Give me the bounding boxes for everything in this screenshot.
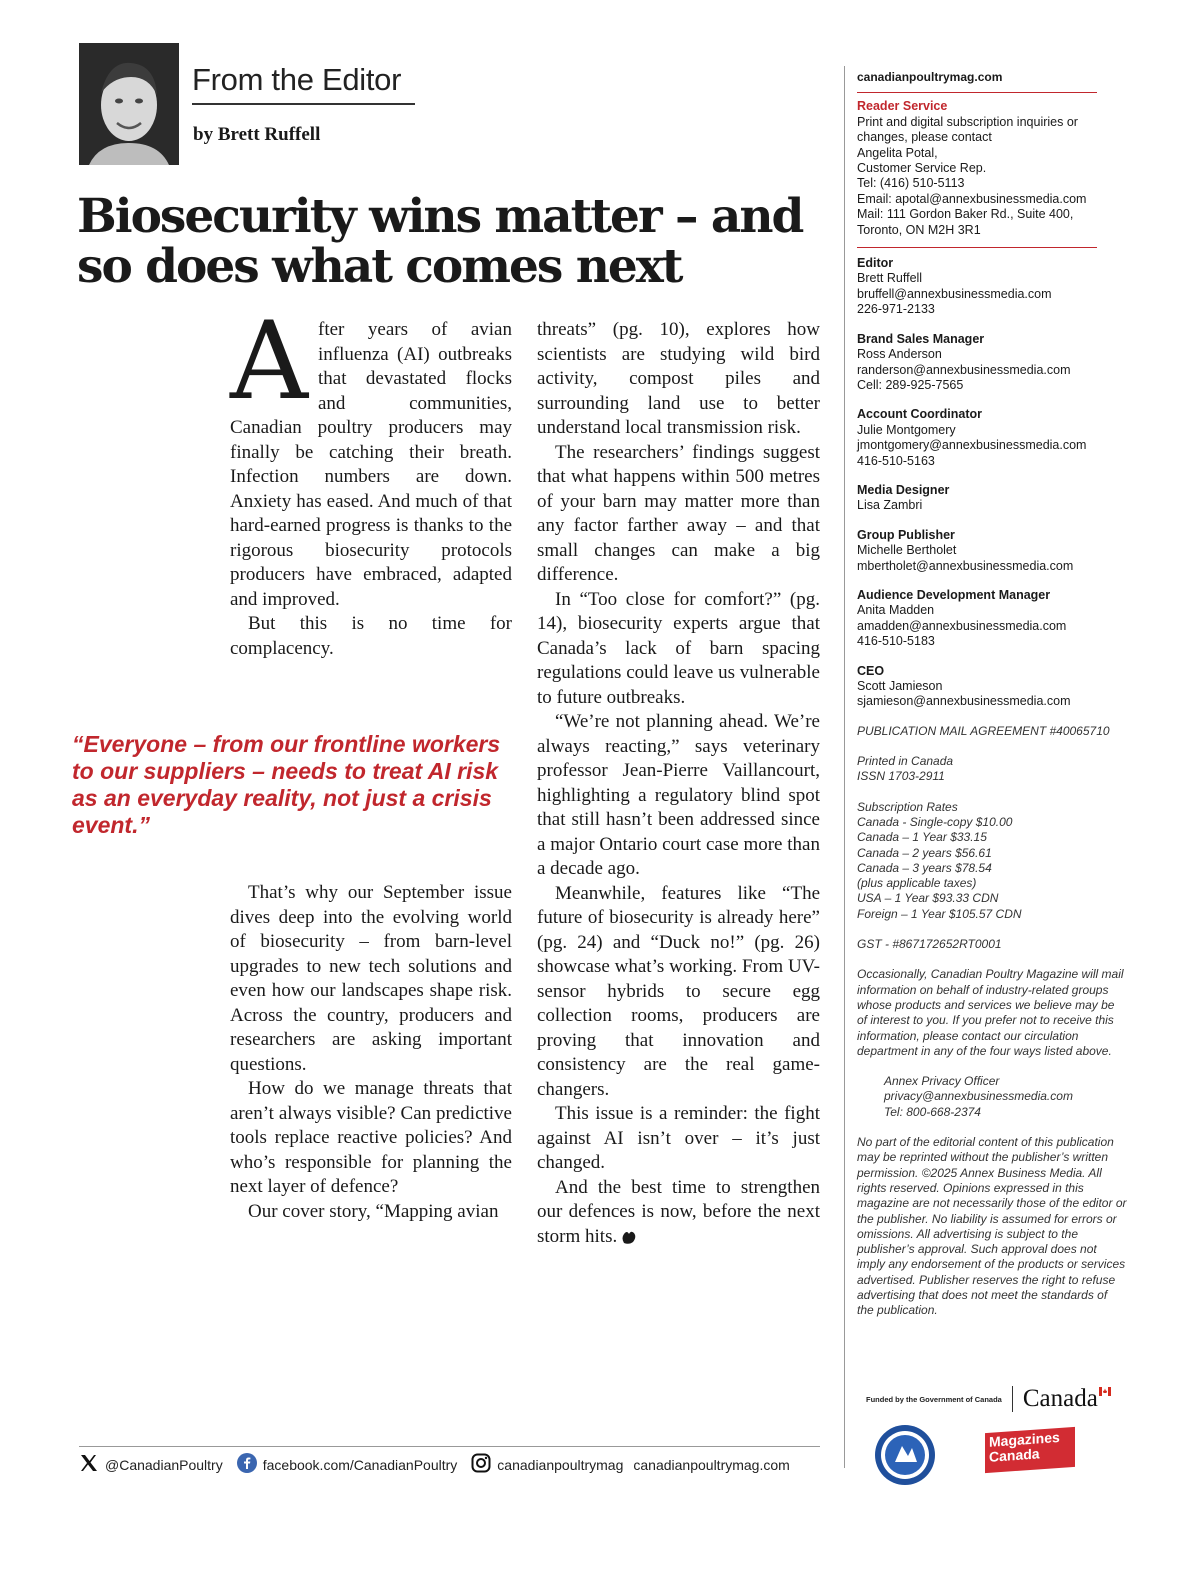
end-mark-icon <box>621 1230 637 1244</box>
article-paragraph: After years of avian influenza (AI) outbreaks that devastated flocks and communities, Canadian poultry producers may finally be catching their breath. Infection numbers are down. Anxiety has eased. And much of that hard-earned progress is thanks to the rigorous biosecurity protocols producers have embraced, adapted and improved. <box>230 299 512 610</box>
reader-service-line: Angelita Potal, <box>857 145 938 160</box>
article-paragraph: Meanwhile, features like “The future of biosecurity is already here” (pg. 24) and “Duck no!” (pg. 26) showcase what’s working. From UV-sensor hybrids to secure egg collection rooms, producers are proving that innovation and consistency are the real game-changers. <box>537 882 820 1100</box>
funded-by-canada <box>866 1384 1116 1414</box>
section-rule <box>192 103 415 105</box>
article-column-1 <box>230 299 512 661</box>
audited-media-badge-icon <box>862 1422 948 1488</box>
subscription-rates: Subscription Rates Canada - Single-copy $10.00 Canada – 1 Year $33.15 Canada – 2 years $56.61 Canada – 3 years $78.54 (plus applicable taxes) USA – 1 Year $93.33 CDN Foreign – 1 Year $105.57 CDN <box>857 799 1022 921</box>
gst-number: GST - #867172652RT0001 <box>857 937 1002 952</box>
reader-service-line: Print and digital subscription inquiries or <box>857 114 1078 129</box>
staff-brand-sales: Brand Sales Manager Ross Anderson randerson@annexbusinessmedia.com Cell: 289-925-7565 <box>857 331 1071 392</box>
masthead-rule <box>857 92 1097 93</box>
section-title: From the Editor <box>192 62 402 97</box>
masthead-rule <box>857 247 1097 248</box>
staff-media-designer: Media Designer Lisa Zambri <box>857 482 950 513</box>
headline <box>77 189 817 294</box>
funded-divider <box>1012 1386 1013 1412</box>
reader-service-line: Email: apotal@annexbusinessmedia.com <box>857 191 1087 206</box>
staff-ceo: CEO Scott Jamieson sjamieson@annexbusinessmedia.com <box>857 663 1071 709</box>
article-paragraph: That’s why our September issue dives deep into the evolving world of biosecurity – from barn-level upgrades to new tech solutions and even how our landscapes shape risk. Across the country, producers and researchers are asking important questions. <box>230 882 512 1075</box>
x-handle-link[interactable]: @CanadianPoultry <box>105 1456 223 1473</box>
article-paragraph: This issue is a reminder: the fight against AI isn’t over – it’s just changed. <box>537 1103 820 1173</box>
headline-line-1: Biosecurity wins matter – and <box>77 189 803 244</box>
canada-flag-icon <box>1099 1387 1111 1396</box>
reader-service-line: Tel: (416) 510-5113 <box>857 176 965 191</box>
reader-service-line: Toronto, ON M2H 3R1 <box>857 222 981 237</box>
publication-agreement: PUBLICATION MAIL AGREEMENT #40065710 <box>857 723 1110 738</box>
article-column-2 <box>537 318 820 1249</box>
masthead-site: canadianpoultrymag.com <box>857 70 1003 84</box>
article-paragraph: threats” (pg. 10), explores how scientists are studying wild bird activity, compost piles and surrounding land use to better understand local transmission risk. <box>537 319 820 438</box>
article-paragraph: The researchers’ findings suggest that what happens within 500 metres of your barn may matter more than any factor farther away – and that small changes can make a big difference. <box>537 441 820 585</box>
footer-social <box>79 1453 790 1476</box>
facebook-link[interactable]: facebook.com/CanadianPoultry <box>262 1456 458 1473</box>
instagram-icon[interactable] <box>471 1453 491 1476</box>
editor-photo <box>79 43 179 165</box>
printed-info: Printed in Canada ISSN 1703-2911 <box>857 754 954 784</box>
funded-text: Funded by the Government of Canada <box>866 1394 1002 1404</box>
mailing-notice: Occasionally, Canadian Poultry Magazine will mail information on behalf of industry-related groups whose products and services we believe may be of interest to you. If you prefer not to receive this information, please contact our circulation department in any of the four ways listed above. <box>857 967 1124 1058</box>
reader-service-line: Mail: 111 Gordon Baker Rd., Suite 400, <box>857 207 1074 222</box>
article-paragraph: But this is no time for complacency. <box>230 613 512 659</box>
article-column-1b <box>230 881 512 1224</box>
legal-notice: No part of the editorial content of this publication may be reprinted without the publisher’s written permission. ©2025 Annex Business Media. All rights reserved. Opinions expressed in this magazine are not necessarily those of the editor or the publisher. No liability is assumed for errors or omissions. All advertising is subject to the publisher’s approval. Such approval does not imply any endorsement of the products or services advertised. Publisher reserves the right to refuse advertising that does not meet the standards of the publication. <box>857 1135 1127 1318</box>
byline: by Brett Ruffell <box>193 124 321 145</box>
website-link[interactable]: canadianpoultrymag.com <box>633 1456 790 1473</box>
article-paragraph: In “Too close for comfort?” (pg. 14), biosecurity experts argue that Canada’s lack of barn spacing regulations could leave us vulnerable to future outbreaks. <box>537 588 820 708</box>
footer-rule <box>79 1446 820 1447</box>
staff-account-coordinator: Account Coordinator Julie Montgomery jmontgomery@annexbusinessmedia.com 416-510-5163 <box>857 407 1087 468</box>
article-paragraph: How do we manage threats that aren’t always visible? Can predictive tools replace reactive policies? And who’s responsible for planning the next layer of defence? <box>230 1078 512 1197</box>
article-paragraph: “We’re not planning ahead. We’re always reacting,” says veterinary professor Jean-Pierre Vaillancourt, highlighting a regulatory blind spot that still hasn’t been addressed since a major Ontario court case more than a decade ago. <box>537 711 820 879</box>
article-paragraph: And the best time to strengthen our defences is now, before the next storm hits. <box>537 1176 820 1247</box>
headline-line-2: so does what comes next <box>77 239 682 294</box>
magazines-canada-logo: Magazines Canada <box>985 1427 1075 1473</box>
staff-group-publisher: Group Publisher Michelle Bertholet mbertholet@annexbusinessmedia.com <box>857 527 1074 573</box>
facebook-icon[interactable] <box>237 1453 257 1476</box>
staff-audience-development: Audience Development Manager Anita Madden amadden@annexbusinessmedia.com 416-510-5183 <box>857 587 1067 649</box>
instagram-link[interactable]: canadianpoultrymag <box>497 1456 624 1473</box>
x-icon[interactable] <box>79 1453 99 1476</box>
pull-quote: “Everyone – from our frontline workers to our suppliers – needs to treat AI risk as an everyday reality, not just a crisis event.” <box>72 731 501 838</box>
masthead <box>857 70 1132 1319</box>
reader-service-line: Customer Service Rep. <box>857 161 987 176</box>
article-paragraph: Our cover story, “Mapping avian <box>248 1200 499 1222</box>
privacy-officer: Annex Privacy Officer privacy@annexbusinessmedia.com Tel: 800-668-2374 <box>884 1074 1073 1119</box>
reader-service-title: Reader Service <box>857 99 948 114</box>
staff-editor: Editor Brett Ruffell bruffell@annexbusinessmedia.com 226-971-2133 <box>857 256 1052 317</box>
drop-cap: A <box>230 299 308 424</box>
column-divider <box>844 66 845 1468</box>
reader-service-line: changes, please contact <box>857 130 992 145</box>
canada-wordmark: Canada <box>1022 1385 1098 1412</box>
